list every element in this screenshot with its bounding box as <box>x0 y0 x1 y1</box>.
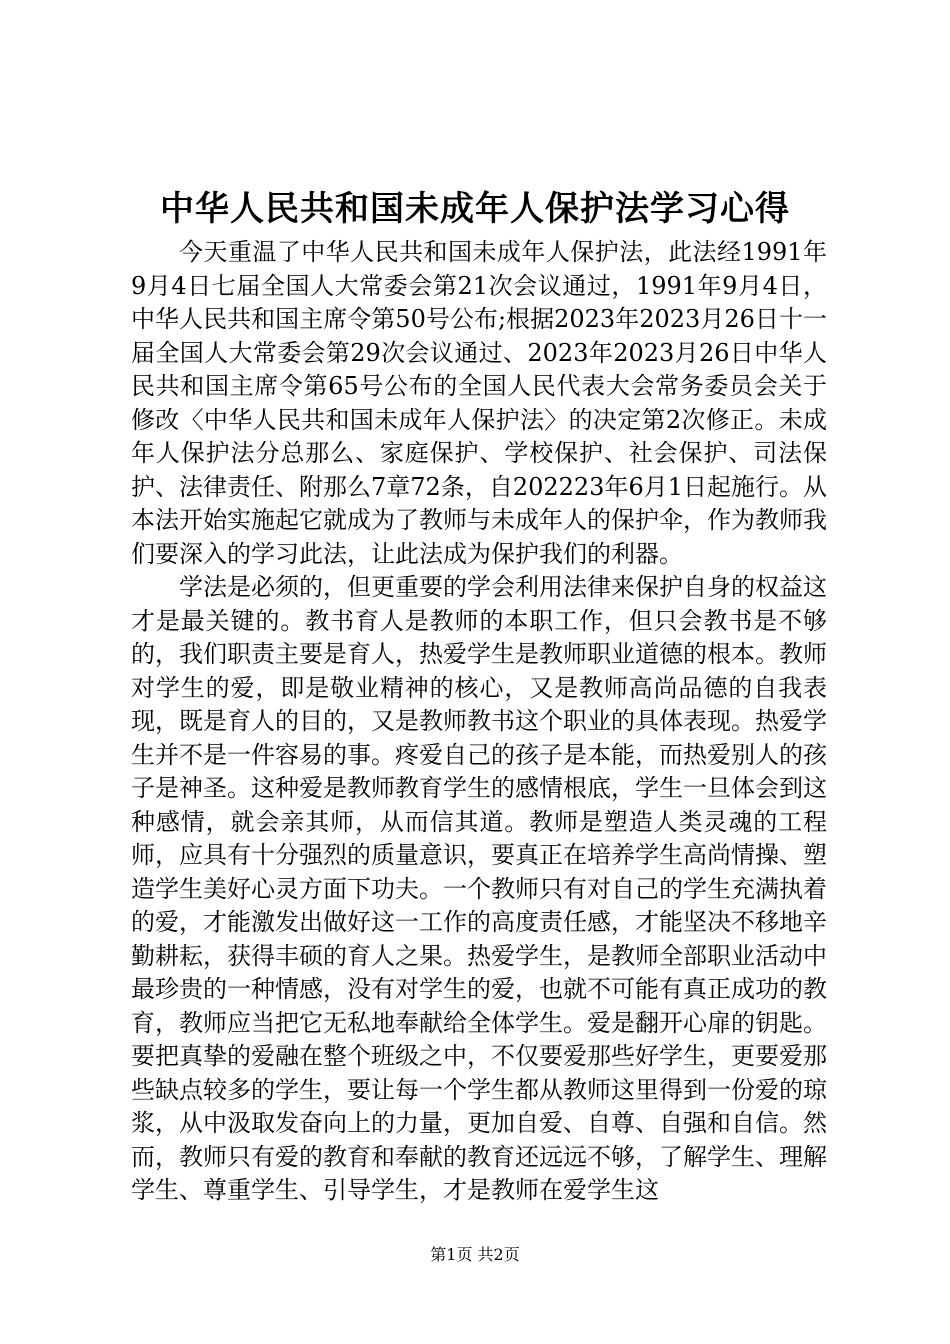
paragraph-2: 学法是必须的，但更重要的学会利用法律来保护自身的权益这才是最关键的。教书育人是教师的本职工作，但只会教书是不够的，我们职责主要是育人，热爱学生是教师职业道德的根本。教师对学生的爱，即是敬业精神的核心，又是教师高尚品德的自我表现，既是育人的目的，又是教师教书这个职业的具体表现。热爱学生并不是一件容易的事。疼爱自己的孩子是本能，而热爱别人的孩子是神圣。这种爱是教师教育学生的感情根底，学生一旦体会到这种感情，就会亲其师，从而信其道。教师是塑造人类灵魂的工程师，应具有十分强烈的质量意识，要真正在培养学生高尚情操、塑造学生美好心灵方面下功夫。一个教师只有对自己的学生充满执着的爱，才能激发出做好这一工作的高度责任感，才能坚决不移地辛勤耕耘，获得丰硕的育人之果。热爱学生，是教师全部职业活动中最珍贵的一种情感，没有对学生的爱，也就不可能有真正成功的教育，教师应当把它无私地奉献给全体学生。爱是翻开心扉的钥匙。要把真挚的爱融在整个班级之中，不仅要爱那些好学生，更要爱那些缺点较多的学生，要让每一个学生都从教师这里得到一份爱的琼浆，从中汲取发奋向上的力量，更加自爱、自尊、自强和自信。然而，教师只有爱的教育和奉献的教育还远远不够，了解学生、理解学生、尊重学生、引导学生，才是教师在爱学生这 <box>131 573 827 1204</box>
paragraph-1: 今天重温了中华人民共和国未成年人保护法，此法经1991年9月4日七届全国人大常委会第21次会议通过，1991年9月4日，中华人民共和国主席令第50号公布;根据2023年2023月26日十一届全国人大常委会第29次会议通过、2023年2023月26日中华人民共和国主席令第65号公布的全国人民代表大会常务委员会关于修改〈中华人民共和国未成年人保护法〉的决定第2次修正。未成年人保护法分总那么、家庭保护、学校保护、社会保护、司法保护、法律责任、附那么7章72条，自202223年6月1日起施行。从本法开始实施起它就成为了教师与未成年人的保护伞，作为教师我们要深入的学习此法，让此法成为保护我们的利器。 <box>131 238 827 568</box>
document-body <box>131 236 827 1208</box>
page-footer: 第1页 共2页 <box>430 1245 520 1264</box>
document-title: 中华人民共和国未成年人保护法学习心得 <box>160 189 790 229</box>
